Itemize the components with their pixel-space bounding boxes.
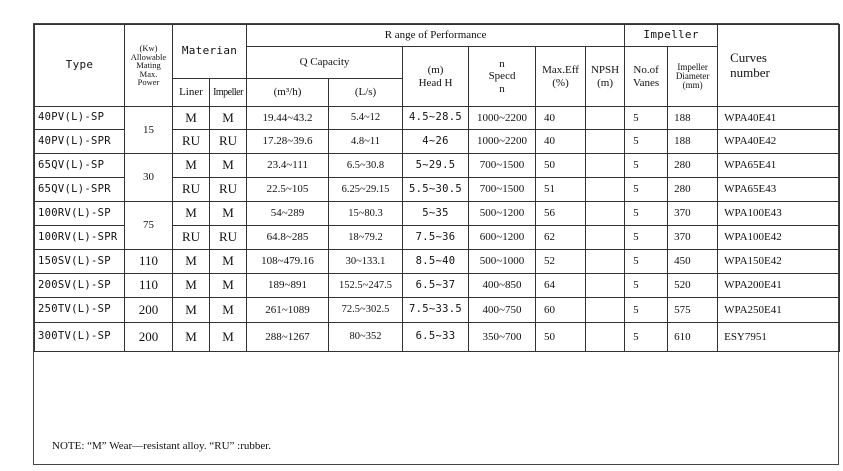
capacity-m3h-cell: 108~479.16 (247, 250, 329, 274)
impeller-material-cell: RU (210, 130, 247, 154)
power-cell: 75 (125, 202, 173, 250)
impeller-material-cell: M (210, 154, 247, 178)
liner-cell: RU (173, 226, 210, 250)
type-cell: 65QV(L)-SP (35, 154, 125, 178)
speed-cell: 400~850 (469, 274, 536, 298)
capacity-ls-cell: 152.5~247.5 (329, 274, 403, 298)
table-row (35, 202, 840, 226)
type-cell: 150SV(L)-SP (35, 250, 125, 274)
liner-cell: M (173, 274, 210, 298)
curve-number-cell: WPA65E43 (718, 178, 840, 202)
head-cell: 5.5~30.5 (403, 178, 469, 202)
head-cell: 6.5~33 (403, 323, 469, 352)
table-row (35, 323, 840, 352)
max-eff-cell: 64 (536, 274, 586, 298)
capacity-m3h-cell: 54~289 (247, 202, 329, 226)
header-liner: Liner (173, 79, 210, 107)
curve-number-cell: WPA200E41 (718, 274, 840, 298)
npsh-cell (586, 154, 625, 178)
diameter-cell: 520 (668, 274, 718, 298)
curve-number-cell: WPA150E42 (718, 250, 840, 274)
head-cell: 4~26 (403, 130, 469, 154)
type-cell: 40PV(L)-SPR (35, 130, 125, 154)
type-cell: 65QV(L)-SPR (35, 178, 125, 202)
vanes-cell: 5 (625, 226, 668, 250)
impeller-material-cell: M (210, 323, 247, 352)
capacity-m3h-cell: 261~1089 (247, 298, 329, 323)
impeller-material-cell: M (210, 250, 247, 274)
curve-number-cell: WPA65E41 (718, 154, 840, 178)
liner-cell: M (173, 202, 210, 226)
vanes-cell: 5 (625, 178, 668, 202)
vanes-cell: 5 (625, 274, 668, 298)
diameter-cell: 370 (668, 202, 718, 226)
diameter-cell: 610 (668, 323, 718, 352)
diameter-cell: 280 (668, 154, 718, 178)
type-cell: 200SV(L)-SP (35, 274, 125, 298)
speed-cell: 400~750 (469, 298, 536, 323)
npsh-cell (586, 274, 625, 298)
capacity-ls-cell: 72.5~302.5 (329, 298, 403, 323)
head-cell: 4.5~28.5 (403, 107, 469, 130)
head-cell: 5~35 (403, 202, 469, 226)
type-cell: 250TV(L)-SP (35, 298, 125, 323)
footnote: NOTE: “M” Wear—resistant alloy. “RU” :rubber. (52, 440, 272, 452)
header-range-of-performance: R ange of Performance (247, 25, 625, 47)
header-max-eff: Max.Eff (%) (536, 47, 586, 107)
power-cell: 15 (125, 107, 173, 154)
header-head-label: Head H (418, 76, 453, 89)
diameter-cell: 280 (668, 178, 718, 202)
capacity-ls-cell: 18~79.2 (329, 226, 403, 250)
header-head-unit: (m) (427, 64, 444, 77)
impeller-material-cell: M (210, 202, 247, 226)
max-eff-cell: 40 (536, 107, 586, 130)
npsh-cell (586, 178, 625, 202)
impeller-material-cell: RU (210, 178, 247, 202)
diameter-cell: 188 (668, 107, 718, 130)
type-cell: 40PV(L)-SP (35, 107, 125, 130)
head-cell: 7.5~33.5 (403, 298, 469, 323)
diameter-cell: 450 (668, 250, 718, 274)
liner-cell: RU (173, 130, 210, 154)
capacity-ls-cell: 6.5~30.8 (329, 154, 403, 178)
header-q-m3h: (m³/h) (247, 79, 329, 107)
liner-cell: RU (173, 178, 210, 202)
liner-cell: M (173, 298, 210, 323)
diameter-cell: 370 (668, 226, 718, 250)
curve-number-cell: WPA100E43 (718, 202, 840, 226)
performance-table (34, 24, 840, 352)
curve-number-cell: WPA40E41 (718, 107, 840, 130)
liner-cell: M (173, 154, 210, 178)
table-row (35, 107, 840, 130)
capacity-ls-cell: 80~352 (329, 323, 403, 352)
table-row (35, 298, 840, 323)
diameter-cell: 188 (668, 130, 718, 154)
capacity-ls-cell: 30~133.1 (329, 250, 403, 274)
capacity-ls-cell: 4.8~11 (329, 130, 403, 154)
impeller-material-cell: RU (210, 226, 247, 250)
vanes-cell: 5 (625, 154, 668, 178)
impeller-material-cell: M (210, 298, 247, 323)
type-cell: 100RV(L)-SPR (35, 226, 125, 250)
vanes-cell: 5 (625, 107, 668, 130)
header-type: Type (35, 25, 125, 107)
speed-cell: 600~1200 (469, 226, 536, 250)
npsh-cell (586, 250, 625, 274)
header-speed: n Specd n (469, 47, 536, 107)
power-cell: 30 (125, 154, 173, 202)
speed-cell: 1000~2200 (469, 107, 536, 130)
head-cell: 7.5~36 (403, 226, 469, 250)
max-eff-cell: 50 (536, 323, 586, 352)
power-cell: 200 (125, 298, 173, 323)
type-cell: 300TV(L)-SP (35, 323, 125, 352)
max-eff-cell: 50 (536, 154, 586, 178)
max-eff-cell: 56 (536, 202, 586, 226)
power-cell: 200 (125, 323, 173, 352)
header-q-ls: (L/s) (329, 79, 403, 107)
max-eff-cell: 60 (536, 298, 586, 323)
speed-cell: 1000~2200 (469, 130, 536, 154)
npsh-cell (586, 130, 625, 154)
npsh-cell (586, 226, 625, 250)
header-row-1 (35, 25, 840, 47)
header-head (403, 47, 469, 107)
head-cell: 6.5~37 (403, 274, 469, 298)
vanes-cell: 5 (625, 250, 668, 274)
capacity-m3h-cell: 288~1267 (247, 323, 329, 352)
table-row (35, 154, 840, 178)
max-eff-cell: 51 (536, 178, 586, 202)
max-eff-cell: 40 (536, 130, 586, 154)
speed-cell: 700~1500 (469, 154, 536, 178)
npsh-cell (586, 323, 625, 352)
header-no-of-vanes: No.of Vanes (625, 47, 668, 107)
npsh-cell (586, 298, 625, 323)
capacity-m3h-cell: 23.4~111 (247, 154, 329, 178)
head-cell: 8.5~40 (403, 250, 469, 274)
spec-sheet (33, 23, 839, 465)
speed-cell: 350~700 (469, 323, 536, 352)
capacity-m3h-cell: 17.28~39.6 (247, 130, 329, 154)
speed-cell: 500~1200 (469, 202, 536, 226)
curve-number-cell: WPA250E41 (718, 298, 840, 323)
impeller-material-cell: M (210, 107, 247, 130)
impeller-material-cell: M (210, 274, 247, 298)
liner-cell: M (173, 323, 210, 352)
capacity-ls-cell: 15~80.3 (329, 202, 403, 226)
header-impeller-material: Impeller (210, 79, 247, 107)
curve-number-cell: WPA40E42 (718, 130, 840, 154)
header-impeller: Impeller (625, 25, 718, 47)
capacity-m3h-cell: 64.8~285 (247, 226, 329, 250)
curve-number-cell: WPA100E42 (718, 226, 840, 250)
max-eff-cell: 52 (536, 250, 586, 274)
capacity-ls-cell: 5.4~12 (329, 107, 403, 130)
capacity-ls-cell: 6.25~29.15 (329, 178, 403, 202)
curve-number-cell: ESY7951 (718, 323, 840, 352)
liner-cell: M (173, 107, 210, 130)
vanes-cell: 5 (625, 323, 668, 352)
diameter-cell: 575 (668, 298, 718, 323)
table-row (35, 250, 840, 274)
header-impeller-diameter: Impeller Diameter (mm) (668, 47, 718, 107)
liner-cell: M (173, 250, 210, 274)
vanes-cell: 5 (625, 130, 668, 154)
max-eff-cell: 62 (536, 226, 586, 250)
header-npsh: NPSH (m) (586, 47, 625, 107)
npsh-cell (586, 107, 625, 130)
power-cell: 110 (125, 250, 173, 274)
type-cell: 100RV(L)-SP (35, 202, 125, 226)
head-cell: 5~29.5 (403, 154, 469, 178)
header-curves-number: Curves number (718, 25, 840, 107)
header-power: (Kw) Allowable Mating Max. Power (125, 25, 173, 107)
power-cell: 110 (125, 274, 173, 298)
speed-cell: 500~1000 (469, 250, 536, 274)
vanes-cell: 5 (625, 202, 668, 226)
header-q-capacity: Q Capacity (247, 47, 403, 79)
capacity-m3h-cell: 19.44~43.2 (247, 107, 329, 130)
speed-cell: 700~1500 (469, 178, 536, 202)
header-materian: Materian (173, 25, 247, 79)
table-row (35, 274, 840, 298)
npsh-cell (586, 202, 625, 226)
capacity-m3h-cell: 189~891 (247, 274, 329, 298)
vanes-cell: 5 (625, 298, 668, 323)
capacity-m3h-cell: 22.5~105 (247, 178, 329, 202)
